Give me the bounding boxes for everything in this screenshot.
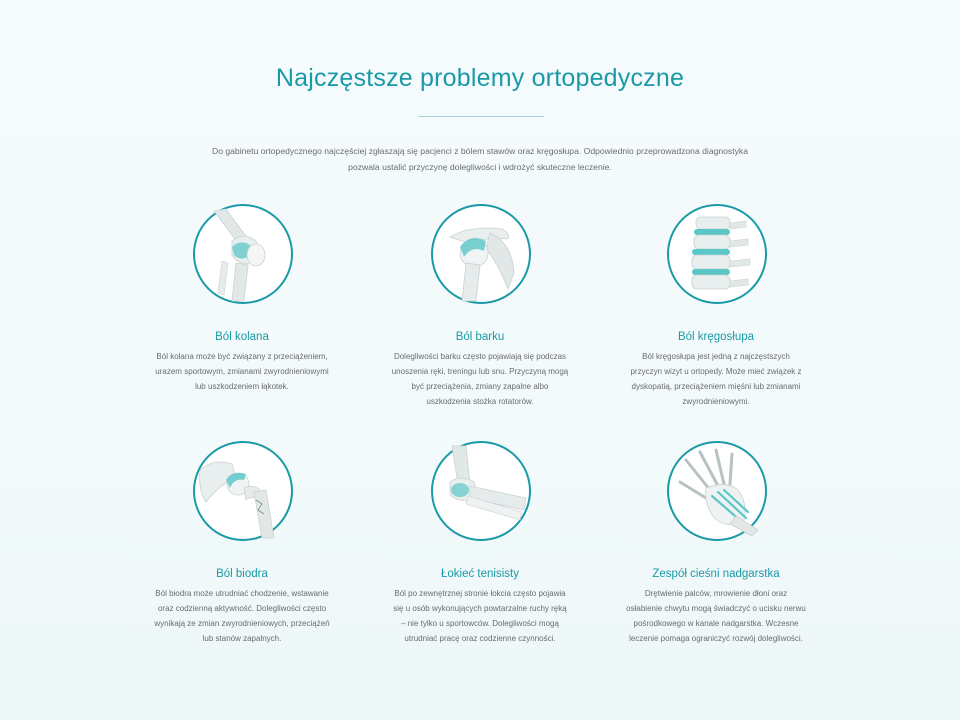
card-text: Dolegliwości barku często pojawiają się podczas unoszenia ręki, treningu lub snu. Przyczyną mogą być przeciążenia, zmiany zapalne albo uszkodzenia stożka rotatorów. bbox=[391, 352, 569, 406]
card-title: Ból kręgosłupa bbox=[677, 331, 755, 343]
card-title: Ból kolana bbox=[215, 331, 269, 343]
shoulder-joint-icon bbox=[430, 203, 532, 305]
card-text: Ból po zewnętrznej stronie łokcia często pojawia się u osób wykonujących powtarzalne ruchy ręką – nie tylko u sportowców. Dolegliwości mogą utrudniać pracę oraz codzienne czynności. bbox=[393, 589, 567, 643]
section-title: Najczęstsze problemy ortopedyczne bbox=[275, 64, 685, 92]
knee-joint-icon bbox=[192, 203, 294, 305]
card-title: Łokieć tenisisty bbox=[441, 568, 519, 580]
elbow-joint-icon bbox=[430, 440, 532, 542]
hand-wrist-icon bbox=[666, 440, 768, 542]
intro-line-1: Do gabinetu ortopedycznego najczęściej zgłaszają się pacjenci z bólem stawów oraz kręgosłupa. Odpowiednio przeprowadzona diagnostyka bbox=[212, 146, 748, 156]
card-text: Drętwienie palców, mrowienie dłoni oraz osłabienie chwytu mogą świadczyć o ucisku nerwu pośrodkowego w kanale nadgarstka. Wczesne leczenie pomaga ograniczyć rozwój dolegliwości. bbox=[626, 589, 806, 643]
card-title: Ból biodra bbox=[216, 568, 268, 580]
card-text: Ból kręgosłupa jest jedną z najczęstszych przyczyn wizyt u ortopedy. Może mieć związek z dyskopatią, przeciążeniem mięśni lub zmianami zwyrodnieniowymi. bbox=[630, 352, 802, 406]
card-text: Ból biodra może utrudniać chodzenie, wstawanie oraz codzienną aktywność. Dolegliwości często wynikają ze zmian zwyrodnieniowych, przeciążeń lub stanów zapalnych. bbox=[154, 589, 330, 643]
card-title: Ból barku bbox=[455, 331, 505, 343]
hip-joint-icon bbox=[192, 440, 294, 542]
title-divider bbox=[418, 116, 544, 117]
card-title: Zespół cieśni nadgarstka bbox=[652, 568, 780, 580]
intro-line-2: pozwala ustalić przyczynę dolegliwości i wdrożyć skuteczne leczenie. bbox=[348, 162, 612, 172]
section-intro bbox=[200, 143, 760, 175]
card-text: Ból kolana może być związany z przeciążeniem, urazem sportowym, zmianami zwyrodnieniowymi lub uszkodzeniem łąkotek. bbox=[155, 352, 329, 391]
spine-icon bbox=[666, 203, 768, 305]
